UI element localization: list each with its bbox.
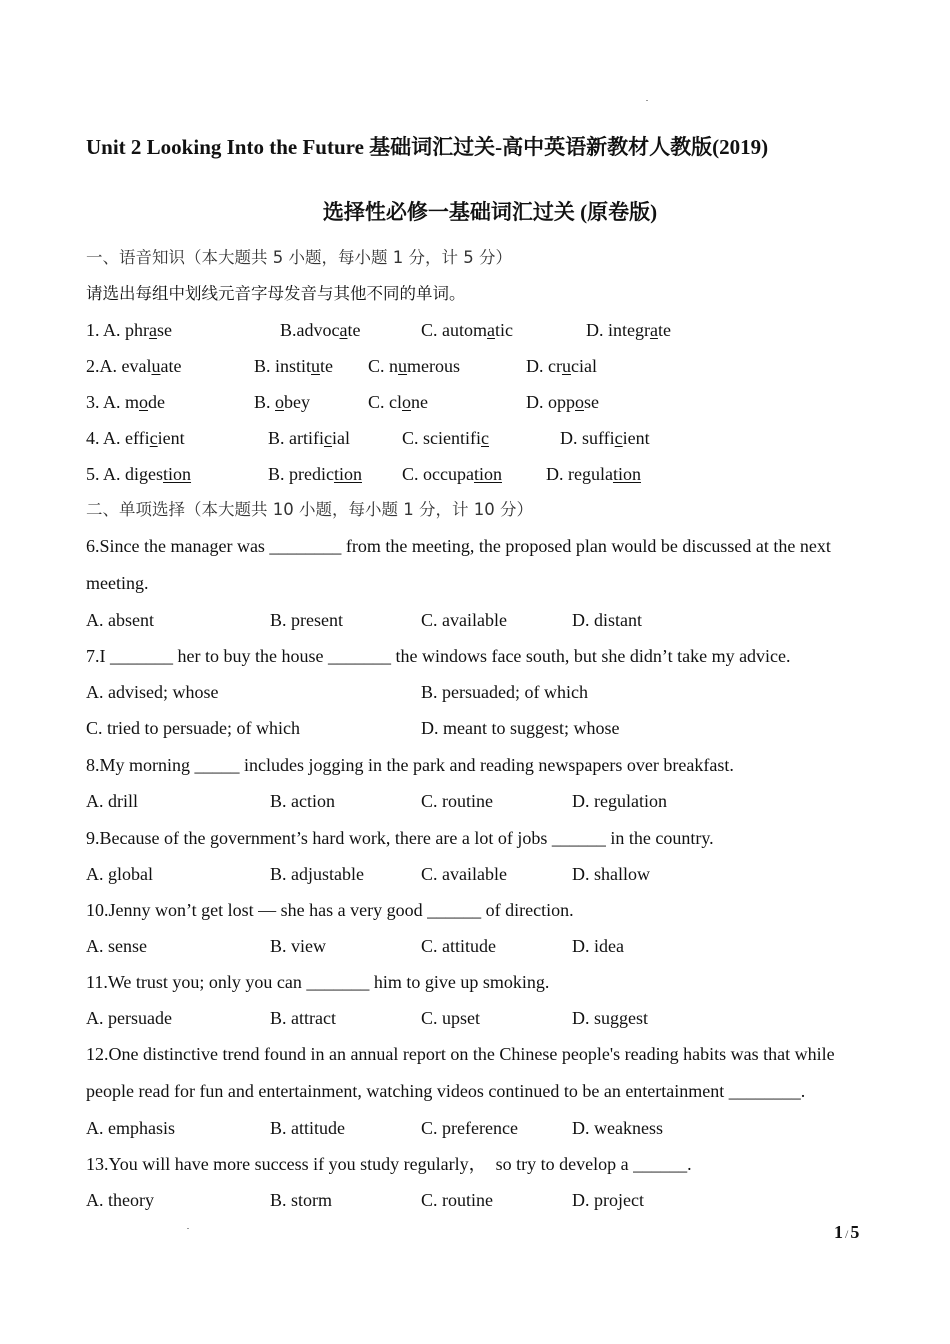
option-d: D. sufficient (560, 428, 650, 448)
phonetics-question-1 (86, 312, 876, 348)
option-c: C. attitude (421, 936, 496, 956)
option-a: 3. A. mode (86, 392, 166, 412)
option-a: A. persuade (86, 1008, 172, 1028)
option-d: D. suggest (572, 1008, 648, 1028)
option-b: B. adjustable (270, 864, 364, 884)
decorative-dot (646, 100, 648, 101)
option-c: C. clone (368, 392, 428, 412)
question-8-stem: 8.My morning _____ includes jogging in the park and reading newspapers over breakfast. (86, 755, 734, 775)
question-7-options-row2 (86, 710, 876, 747)
option-d: D. idea (572, 936, 624, 956)
option-d: D. weakness (572, 1118, 663, 1138)
option-d: D. meant to suggest; whose (421, 718, 620, 738)
current-page: 1 (834, 1222, 843, 1242)
option-c: C. routine (421, 1190, 493, 1210)
option-b: B. obey (254, 392, 311, 412)
option-d: D. regulation (572, 791, 667, 811)
option-b: B.advocate (280, 320, 361, 340)
option-a: A. global (86, 864, 153, 884)
question-12-options (86, 1110, 876, 1146)
phonetics-question-3 (86, 384, 876, 420)
option-a: A. drill (86, 791, 138, 811)
option-c: C. scientific (402, 428, 489, 448)
question-13-stem: 13.You will have more success if you study regularly， so try to develop a ______. (86, 1154, 692, 1174)
option-b: B. present (270, 610, 343, 630)
option-c: C. available (421, 610, 507, 630)
section-instruction: 请选出每组中划线元音字母发音与其他不同的单词。 (86, 284, 466, 303)
option-c: C. tried to persuade; of which (86, 718, 300, 738)
option-b: B. artificial (268, 428, 350, 448)
option-a: A. sense (86, 936, 147, 956)
option-c: C. available (421, 864, 507, 884)
option-a: 2.A. evaluate (86, 356, 182, 376)
phonetics-question-2 (86, 348, 876, 384)
phonetics-question-4 (86, 420, 876, 456)
option-a: A. theory (86, 1190, 154, 1210)
page-number (834, 1222, 859, 1243)
option-a: 1. A. phrase (86, 320, 172, 340)
question-7-stem: 7.I _______ her to buy the house _______ the windows face south, but she didn’t take my advice. (86, 646, 791, 666)
option-b: B. view (270, 936, 326, 956)
question-10-options (86, 928, 876, 964)
option-b: B. action (270, 791, 335, 811)
option-d: D. distant (572, 610, 642, 630)
option-c: C. occupation (402, 464, 502, 484)
question-7-options-row1 (86, 674, 876, 710)
option-d: D. integrate (586, 320, 671, 340)
option-a: A. emphasis (86, 1118, 175, 1138)
option-d: D. crucial (526, 356, 597, 376)
option-b: B. storm (270, 1190, 333, 1210)
page-separator: / (845, 1227, 849, 1241)
option-b: B. attitude (270, 1118, 345, 1138)
option-c: C. numerous (368, 356, 461, 376)
option-a: 5. A. digestion (86, 464, 192, 484)
question-9-options (86, 856, 876, 892)
total-pages: 5 (850, 1222, 860, 1242)
question-9-stem: 9.Because of the government’s hard work, there are a lot of jobs ______ in the country. (86, 828, 714, 848)
option-a: 4. A. efficient (86, 428, 185, 448)
question-12-stem: 12.One distinctive trend found in an annual report on the Chinese people's reading habits was that while people read for fun and entertainment, watching videos continued to be an entertainment ________. (86, 1044, 835, 1101)
option-c: C. automatic (421, 320, 513, 340)
option-c: C. upset (421, 1008, 481, 1028)
document-title: Unit 2 Looking Into the Future 基础词汇过关-高中英语新教材人教版(2019) (86, 135, 769, 159)
question-6-stem: 6.Since the manager was ________ from the meeting, the proposed plan would be discussed at the next meeting. (86, 536, 831, 593)
section-heading-single-choice: 二、单项选择（本大题共 10 小题，每小题 1 分，计 10 分） (86, 500, 533, 519)
question-8-options (86, 783, 876, 820)
document-body (86, 240, 876, 1218)
question-11-stem: 11.We trust you; only you can _______ him to give up smoking. (86, 972, 550, 992)
option-d: D. shallow (572, 864, 650, 884)
question-6-options (86, 602, 876, 638)
phonetics-question-5 (86, 456, 876, 492)
section-heading-phonetics: 一、语音知识（本大题共 5 小题，每小题 1 分，计 5 分） (86, 248, 512, 267)
option-d: D. oppose (526, 392, 599, 412)
option-b: B. attract (270, 1008, 336, 1028)
question-13-options (86, 1182, 876, 1218)
question-10-stem: 10.Jenny won’t get lost — she has a very good ______ of direction. (86, 900, 574, 920)
decorative-dot (187, 1228, 189, 1229)
option-a: A. absent (86, 610, 154, 630)
option-d: D. regulation (546, 464, 641, 484)
document-subtitle: 选择性必修一基础词汇过关 (原卷版) (322, 200, 658, 224)
option-b: B. prediction (268, 464, 362, 484)
option-b: B. persuaded; of which (421, 682, 588, 702)
option-b: B. institute (254, 356, 334, 376)
option-a: A. advised; whose (86, 682, 219, 702)
option-d: D. project (572, 1190, 644, 1210)
option-c: C. preference (421, 1118, 518, 1138)
question-11-options (86, 1000, 876, 1036)
option-c: C. routine (421, 791, 493, 811)
